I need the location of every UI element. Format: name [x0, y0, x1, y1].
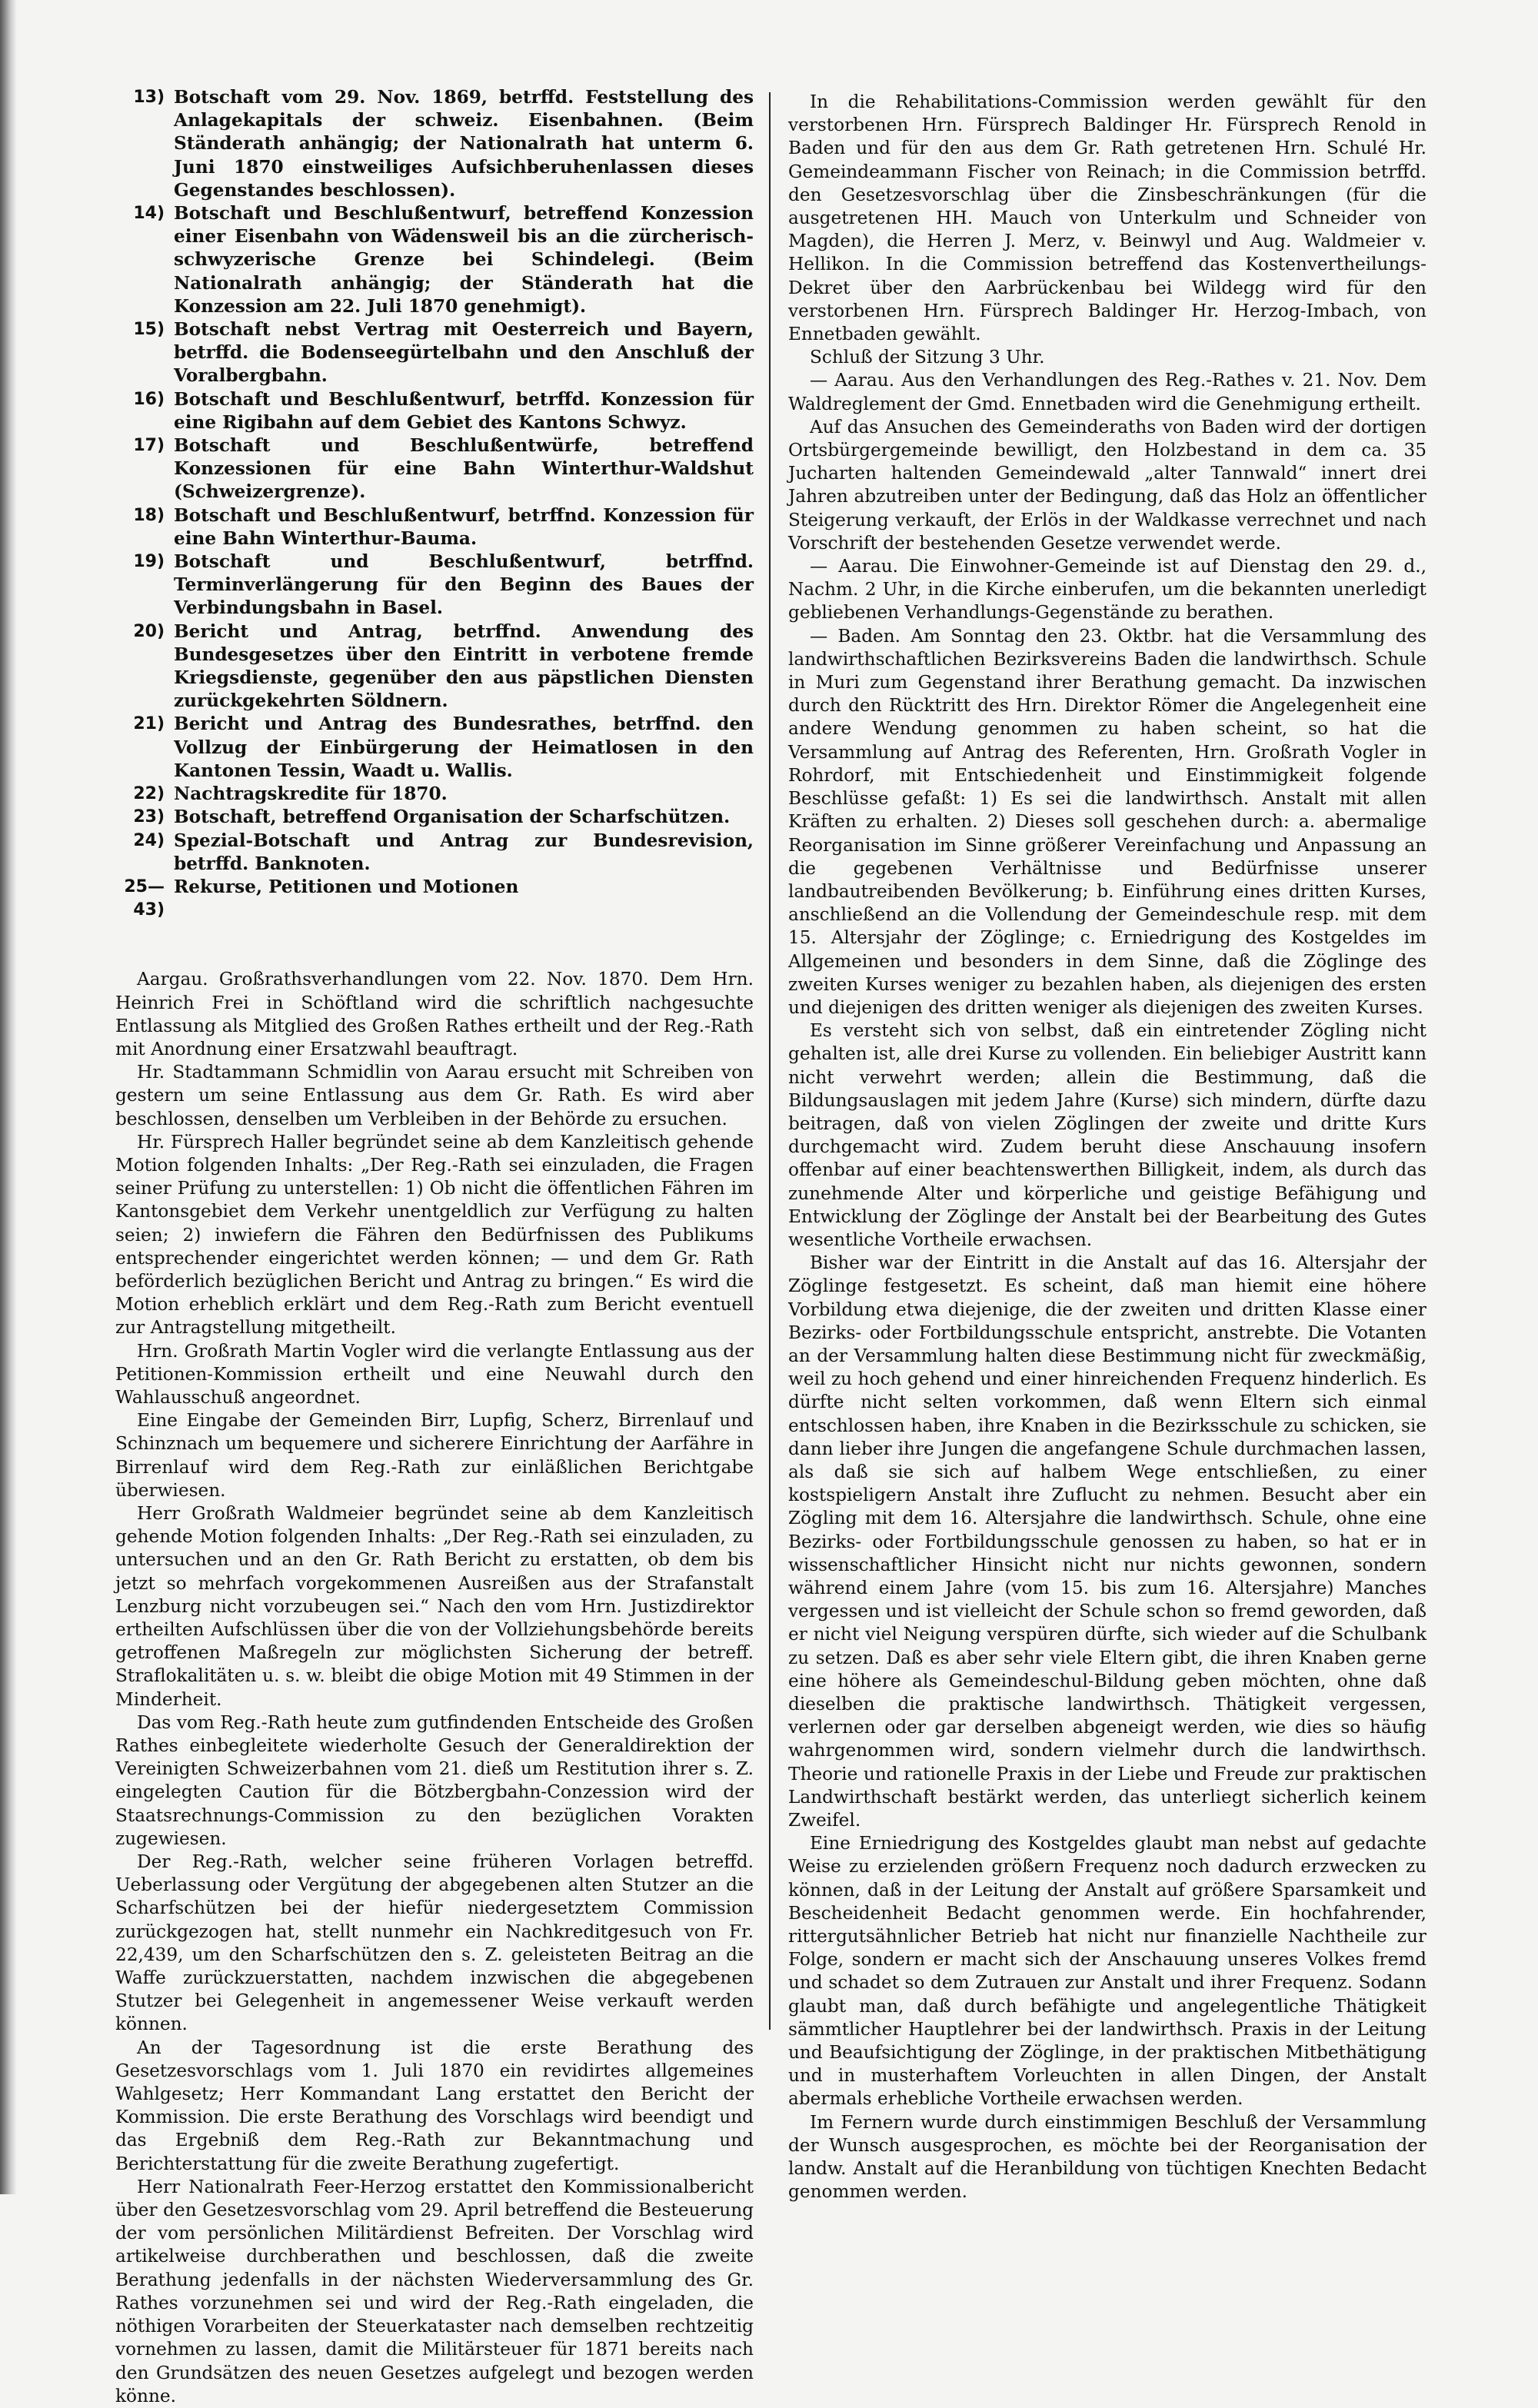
- agenda-number: 15): [133, 320, 165, 340]
- article-paragraph: Eine Erniedrigung des Kostgeldes glaubt man nebst auf gedachte Weise zu erzielenden größern Frequenz noch dadurch erzwecken zu können, daß in der Leitung der Anstalt auf größere Sparsamkeit und Bescheidenheit Bedacht genommen werde. Ein hochfahrender, rittergutsähnlicher Betrieb hat nicht nur finanzielle Nachtheile zur Folge, sondern er macht sich der Anschauung unseres Volkes fremd und schadet so dem Zutrauen zur Anstalt und ihrer Frequenz. Sodann glaubt man, daß durch befähigte und angelegentliche Thätigkeit sämmtlicher Hauptlehrer bei der landwirthsch. Praxis in der Leitung und Beaufsichtigung der Zöglinge, in der praktischen Mitbethätigung und in musterhaftem Vorleuchten in allen Dingen, der Anstalt abermals erhebliche Vortheile erwachsen werden.: [788, 1833, 1426, 2110]
- agenda-number: 16): [133, 389, 165, 409]
- agenda-text: Rekurse, Petitionen und Motionen: [174, 876, 519, 897]
- agenda-number: 22): [133, 784, 165, 804]
- agenda-item: [115, 434, 754, 504]
- agenda-text: Botschaft nebst Vertrag mit Oesterreich und Bayern, betrffd. die Bodenseegürtelbahn und den Anschluß der Voralbergbahn.: [174, 319, 754, 387]
- agenda-text: Botschaft vom 29. Nov. 1869, betrffd. Feststellung des Anlagekapitals der schweiz. Eisenbahnen. (Beim Ständerath anhängig; der Nationalrath hat unterm 6. Juni 1870 einstweiliges Aufsichberuhenlassen dieses Gegenstandes beschlossen).: [174, 87, 754, 201]
- article-paragraph: Es versteht sich von selbst, daß ein eintretender Zögling nicht gehalten ist, alle drei Kurse zu vollenden. Ein beliebiger Austritt kann nicht verwehrt werden; allein die Bestimmung, daß die Bildungsauslagen mit jedem Jahre (Kurse) sich mindern, dürfte dazu beitragen, daß von vielen Zöglingen der zweite und dritte Kurs durchgemacht wird. Zudem beruht diese Anschauung insofern offenbar auf einer beachtenswerthen Billigkeit, indem, als durch das zunehmende Alter und körperliche und geistige Befähigung und Entwicklung der Zöglinge der Anstalt bei der Bearbeitung des Gutes wesentliche Vortheile erwachsen.: [788, 1020, 1426, 1250]
- agenda-item: [115, 783, 754, 806]
- agenda-item: [115, 318, 754, 388]
- article-paragraph: Hr. Stadtammann Schmidlin von Aarau ersucht mit Schreiben von gestern um seine Entlassung aus dem Gr. Rath. Es wird aber beschlossen, denselben um Verbleiben in der Behörde zu ersuchen.: [115, 1062, 754, 1129]
- agenda-item: [115, 876, 754, 922]
- left-column: [115, 86, 754, 2408]
- article-paragraph: Eine Eingabe der Gemeinden Birr, Lupfig, Scherz, Birrenlauf und Schinznach um bequemere und sicherere Einrichtung der Aarfähre in Birrenlauf wird dem Reg.-Rath zur einläßlichen Berichtgabe überwiesen.: [115, 1410, 754, 1501]
- agenda-text: Botschaft und Beschlußentwürfe, betreffend Konzessionen für eine Bahn Winterthur-Waldshut (Schweizergrenze).: [174, 435, 754, 503]
- agenda-item: [115, 806, 754, 829]
- agenda-text: Bericht und Antrag, betrffnd. Anwendung des Bundesgesetzes über den Eintritt in verbotene fremde Kriegsdienste, gegenüber den aus päpstlichen Diensten zurückgekehrten Söldnern.: [174, 620, 754, 712]
- agenda-number: 23): [133, 807, 165, 827]
- agenda-number: 19): [133, 552, 165, 572]
- section-gap: [115, 922, 754, 968]
- article-paragraph: Herr Großrath Waldmeier begründet seine ab dem Kanzleitisch gehende Motion folgenden Inhalts: „Der Reg.-Rath sei einzuladen, zu untersuchen und an den Gr. Rath Bericht zu erstatten, ob dem bis jetzt so mehrfach vorgekommenen Ausreißen aus der Strafanstalt Lenzburg nicht vorzubeugen sei.“ Nach den vom Hrn. Justizdirektor ertheilten Aufschlüssen über die von der Vollziehungsbehörde bereits getroffenen Maßregeln zur möglichsten Sicherung der betreff. Straflokalitäten u. s. w. bleibt die obige Motion mit 49 Stimmen in der Minderheit.: [115, 1502, 754, 1710]
- article-paragraph: An der Tagesordnung ist die erste Berathung des Gesetzesvorschlags vom 1. Juli 1870 ein revidirtes allgemeines Wahlgesetz; Herr Kommandant Lang erstattet den Bericht der Kommission. Die erste Berathung des Vorschlags wird beendigt und das Ergebniß dem Reg.-Rath zur Bekanntmachung und Berichterstattung für die zweite Berathung zugefertigt.: [115, 2037, 754, 2174]
- article-paragraph: In die Rehabilitations-Commission werden gewählt für den verstorbenen Hrn. Fürsprech Baldinger Hr. Fürsprech Renold in Baden und für den aus dem Gr. Rath getretenen Hrn. Schulé Hr. Gemeindeammann Fischer von Reinach; in die Commission betrffd. den Gesetzesvorschlag über die Zinsbeschränkungen (für die ausgetretenen HH. Mauch von Unterkulm und Schneider von Magden), die Herren J. Merz, v. Beinwyl und Aug. Waldmeier v. Hellikon. In die Commission betreffend das Kostenvertheilungs-Dekret über den Aarbrückenbau bei Wildegg wird für den verstorbenen Hrn. Fürsprech Baldinger Hr. Herzog-Imbach, von Ennetbaden gewählt.: [788, 91, 1426, 345]
- article-paragraph: Im Fernern wurde durch einstimmigen Beschluß der Versammlung der Wunsch ausgesprochen, es möchte bei der Reorganisation der landw. Anstalt auf die Heranbildung von tüchtigen Knechten Bedacht genommen werden.: [788, 2111, 1426, 2203]
- agenda-text: Botschaft und Beschlußentwurf, betrffnd. Terminverlängerung für den Beginn des Baues der Verbindungsbahn in Basel.: [174, 551, 754, 619]
- agenda-item: [115, 86, 754, 202]
- article-paragraph: Schluß der Sitzung 3 Uhr.: [810, 347, 1045, 368]
- article-paragraph: Bisher war der Eintritt in die Anstalt auf das 16. Altersjahr der Zöglinge festgesetzt. Es scheint, daß man hiemit eine höhere Vorbildung etwa diejenige, die der zweiten und dritten Klasse einer Bezirks- oder Fortbildungsschule entspricht, anstrebte. Die Votanten an der Versammlung halten diese Bestimmung nicht für zweckmäßig, weil zu hoch gehend und einer hinreichenden Frequenz hinderlich. Es dürfte nicht selten vorkommen, daß wenn Eltern sich einmal entschlossen haben, ihre Knaben in die Bezirksschule zu schicken, sie dann lieber ihre Jungen die angefangene Schule durchmachen lassen, als daß sie sich auf halbem Wege entschließen, zu einer kostspieligern Anstalt ihre Zuflucht zu nehmen. Besucht aber ein Zögling mit dem 16. Altersjahre die landwirthsch. Schule, ohne eine Bezirks- oder Fortbildungsschule genossen zu haben, so hat er in wissenschaftlicher Hinsicht nicht nur nichts gewonnen, sondern während einem Jahre (vom 15. bis zum 16. Altersjahre) Manches vergessen und ist vielleicht der Schule schon so fremd geworden, daß er nicht viel Neigung verspüren dürfte, sich wieder auf die Schulbank zu setzen. Daß es aber sehr viele Eltern gibt, die ihren Knaben gerne eine höhere als Gemeindeschul-Bildung geben möchten, ohne daß dieselben die praktische landwirthsch. Thätigkeit vergessen, verlernen oder gar derselben abgeneigt werden, wie dies so häufig wahrgenommen wird, sondern vielmehr durch die landwirthsch. Theorie und rationelle Praxis in der Liebe und Freude zur praktischen Landwirthschaft bestärkt werden, das unterliegt sicherlich keinem Zweifel.: [788, 1252, 1426, 1831]
- agenda-item: [115, 388, 754, 434]
- article-paragraph: Der Reg.-Rath, welcher seine früheren Vorlagen betreffd. Ueberlassung oder Vergütung der abgegebenen alten Stutzer an die Scharfschützen bei der hiefür niedergesetztem Commission zurückgezogen hat, stellt nunmehr ein Nachkreditgesuch von Fr. 22,439, um den Scharfschützen den s. Z. geleisteten Beitrag an die Waffe zurückzuerstatten, nachdem inzwischen die abgegebenen Stutzer bei Gelegenheit in angemessener Weise verkauft werden können.: [115, 1851, 754, 2035]
- article-paragraph: Das vom Reg.-Rath heute zum gutfindenden Entscheide des Großen Rathes einbegleitete wiederholte Gesuch der Generaldirektion der Vereinigten Schweizerbahnen vom 21. dieß um Restitution ihrer s. Z. eingelegten Caution für die Bötzbergbahn-Conzession wird der Staatsrechnungs-Commission zu den bezüglichen Vorakten zugewiesen.: [115, 1711, 754, 1849]
- agenda-number: 24): [133, 830, 165, 850]
- article-paragraph: Hr. Fürsprech Haller begründet seine ab dem Kanzleitisch gehende Motion folgenden Inhalts: „Der Reg.-Rath sei einzuladen, die Fragen seiner Prüfung zu unterstellen: 1) Ob nicht die öffentlichen Fähren im Kantonsgebiet dem Verkehr unentgeldlich zur Verfügung zu halten seien; 2) inwiefern die Fähren den Bedürfnissen des Publikums entsprechender eingerichtet werden können; — und dem Gr. Rath beförderlich bezüglichen Bericht und Antrag zu bringen.“ Es wird die Motion erheblich erklärt und dem Reg.-Rath zum Bericht eventuell zur Antragstellung mitgetheilt.: [115, 1131, 754, 1339]
- agenda-number: 25—43): [124, 876, 165, 920]
- agenda-number: 17): [133, 436, 165, 456]
- agenda-number: 13): [133, 88, 165, 107]
- agenda-text: Botschaft und Beschlußentwurf, betrffnd. Konzession für eine Bahn Winterthur-Bauma.: [174, 504, 754, 549]
- article-paragraph: — Aarau. Aus den Verhandlungen des Reg.-Rathes v. 21. Nov. Dem Waldreglement der Gmd. Ennetbaden wird die Genehmigung ertheilt.: [788, 370, 1426, 414]
- agenda-number: 20): [133, 621, 165, 641]
- agenda-item: [115, 620, 754, 713]
- agenda-item: [115, 713, 754, 783]
- agenda-text: Spezial-Botschaft und Antrag zur Bundesrevision, betrffd. Banknoten.: [174, 830, 754, 874]
- scan-binding-edge: [0, 0, 17, 2194]
- article-paragraph: Herr Nationalrath Feer-Herzog erstattet den Kommissionalbericht über den Gesetzesvorschlag vom 29. April betreffend die Besteuerung der vom persönlichen Militärdienst Befreiten. Der Vorschlag wird artikelweise durchberathen und beschlossen, daß die zweite Berathung jedenfalls in der nächsten Wiederversammlung des Gr. Rathes vorzunehmen sei und wird der Reg.-Rath eingeladen, die nöthigen Vorarbeiten der Steuerkataster nach demselben rechtzeitig vornehmen zu lassen, damit die Militärsteuer für 1871 bereits nach den Grundsätzen des neuen Gesetzes aufgelegt und bezogen werden könne.: [115, 2176, 754, 2406]
- agenda-list: [115, 86, 754, 922]
- agenda-item: [115, 830, 754, 876]
- article-paragraph: — Baden. Am Sonntag den 23. Oktbr. hat die Versammlung des landwirthschaftlichen Bezirksvereins Baden die landwirthsch. Schule in Muri zum Gegenstand ihrer Berathung gemacht. Da inzwischen durch den Rücktritt des Hrn. Direktor Römer die Angelegenheit eine andere Wendung genommen zu haben scheint, so hat die Versammlung auf Antrag des Referenten, Hrn. Großrath Vogler in Rohrdorf, mit Entschiedenheit und Einstimmigkeit folgende Beschlüsse gefaßt: 1) Es sei die landwirthsch. Anstalt mit allen Kräften zu erhalten. 2) Dieses soll geschehen durch: a. abermalige Reorganisation im Sinne größerer Vereinfachung und Anpassung an die gegebenen Verhältnisse und Bedürfnisse unserer landbautreibenden Bevölkerung; b. Einführung eines dritten Kurses, anschließend an die Vollendung der Gemeindeschule resp. mit dem 15. Altersjahr der Zöglinge; c. Erniedrigung des Kostgeldes im Allgemeinen und besonders in dem Sinne, daß die Zöglinge des zweiten Kurses weniger zu bezahlen haben, als diejenigen des ersten und diejenigen des dritten weniger als diejenigen des zweiten Kurses.: [788, 625, 1426, 1018]
- article-paragraph: Aargau. Großrathsverhandlungen vom 22. Nov. 1870. Dem Hrn. Heinrich Frei in Schöftland wird die schriftlich nachgesuchte Entlassung als Mitglied des Großen Rathes ertheilt und der Reg.-Rath mit Anordnung einer Ersatzwahl beauftragt.: [115, 969, 754, 1059]
- column-divider: [769, 92, 771, 2030]
- agenda-number: 21): [133, 714, 165, 734]
- agenda-text: Nachtragskredite für 1870.: [174, 783, 448, 805]
- agenda-item: [115, 202, 754, 318]
- article-paragraph: — Aarau. Die Einwohner-Gemeinde ist auf Dienstag den 29. d., Nachm. 2 Uhr, in die Kirche einberufen, um die bekannten unerledigt gebliebenen Verhandlungs-Gegenstände zu berathen.: [788, 556, 1426, 624]
- agenda-item: [115, 550, 754, 620]
- agenda-text: Botschaft und Beschlußentwurf, betreffend Konzession einer Eisenbahn von Wädensweil bis an die zürcherisch-schwyzerische Grenze bei Schindelegi. (Beim Nationalrath anhängig; der Ständerath hat die Konzession am 22. Juli 1870 genehmigt).: [174, 203, 754, 317]
- agenda-text: Botschaft, betreffend Organisation der Scharfschützen.: [174, 807, 731, 828]
- agenda-number: 14): [133, 204, 165, 224]
- right-column: [788, 91, 1426, 2203]
- agenda-text: Bericht und Antrag des Bundesrathes, betrffnd. den Vollzug der Einbürgerung der Heimatlosen in den Kantonen Tessin, Waadt u. Wallis.: [174, 713, 754, 781]
- article-paragraph: Auf das Ansuchen des Gemeinderaths von Baden wird der dortigen Ortsbürgergemeinde bewilligt, den Holzbestand in dem ca. 35 Jucharten haltenden Gemeindewald „alter Tannwald“ innert drei Jahren abzutreiben unter der Bedingung, daß das Holz an öffentlicher Steigerung verkauft, der Erlös in der Waldkasse verrechnet und nach Vorschrift der bestehenden Gesetze verwendet werde.: [788, 416, 1426, 554]
- agenda-text: Botschaft und Beschlußentwurf, betrffd. Konzession für eine Rigibahn auf dem Gebiet des Kantons Schwyz.: [174, 388, 754, 433]
- agenda-item: [115, 504, 754, 550]
- agenda-number: 18): [133, 505, 165, 525]
- article-paragraph: Hrn. Großrath Martin Vogler wird die verlangte Entlassung aus der Petitionen-Kommission ertheilt und eine Neuwahl durch den Wahlausschuß angeordnet.: [115, 1340, 754, 1408]
